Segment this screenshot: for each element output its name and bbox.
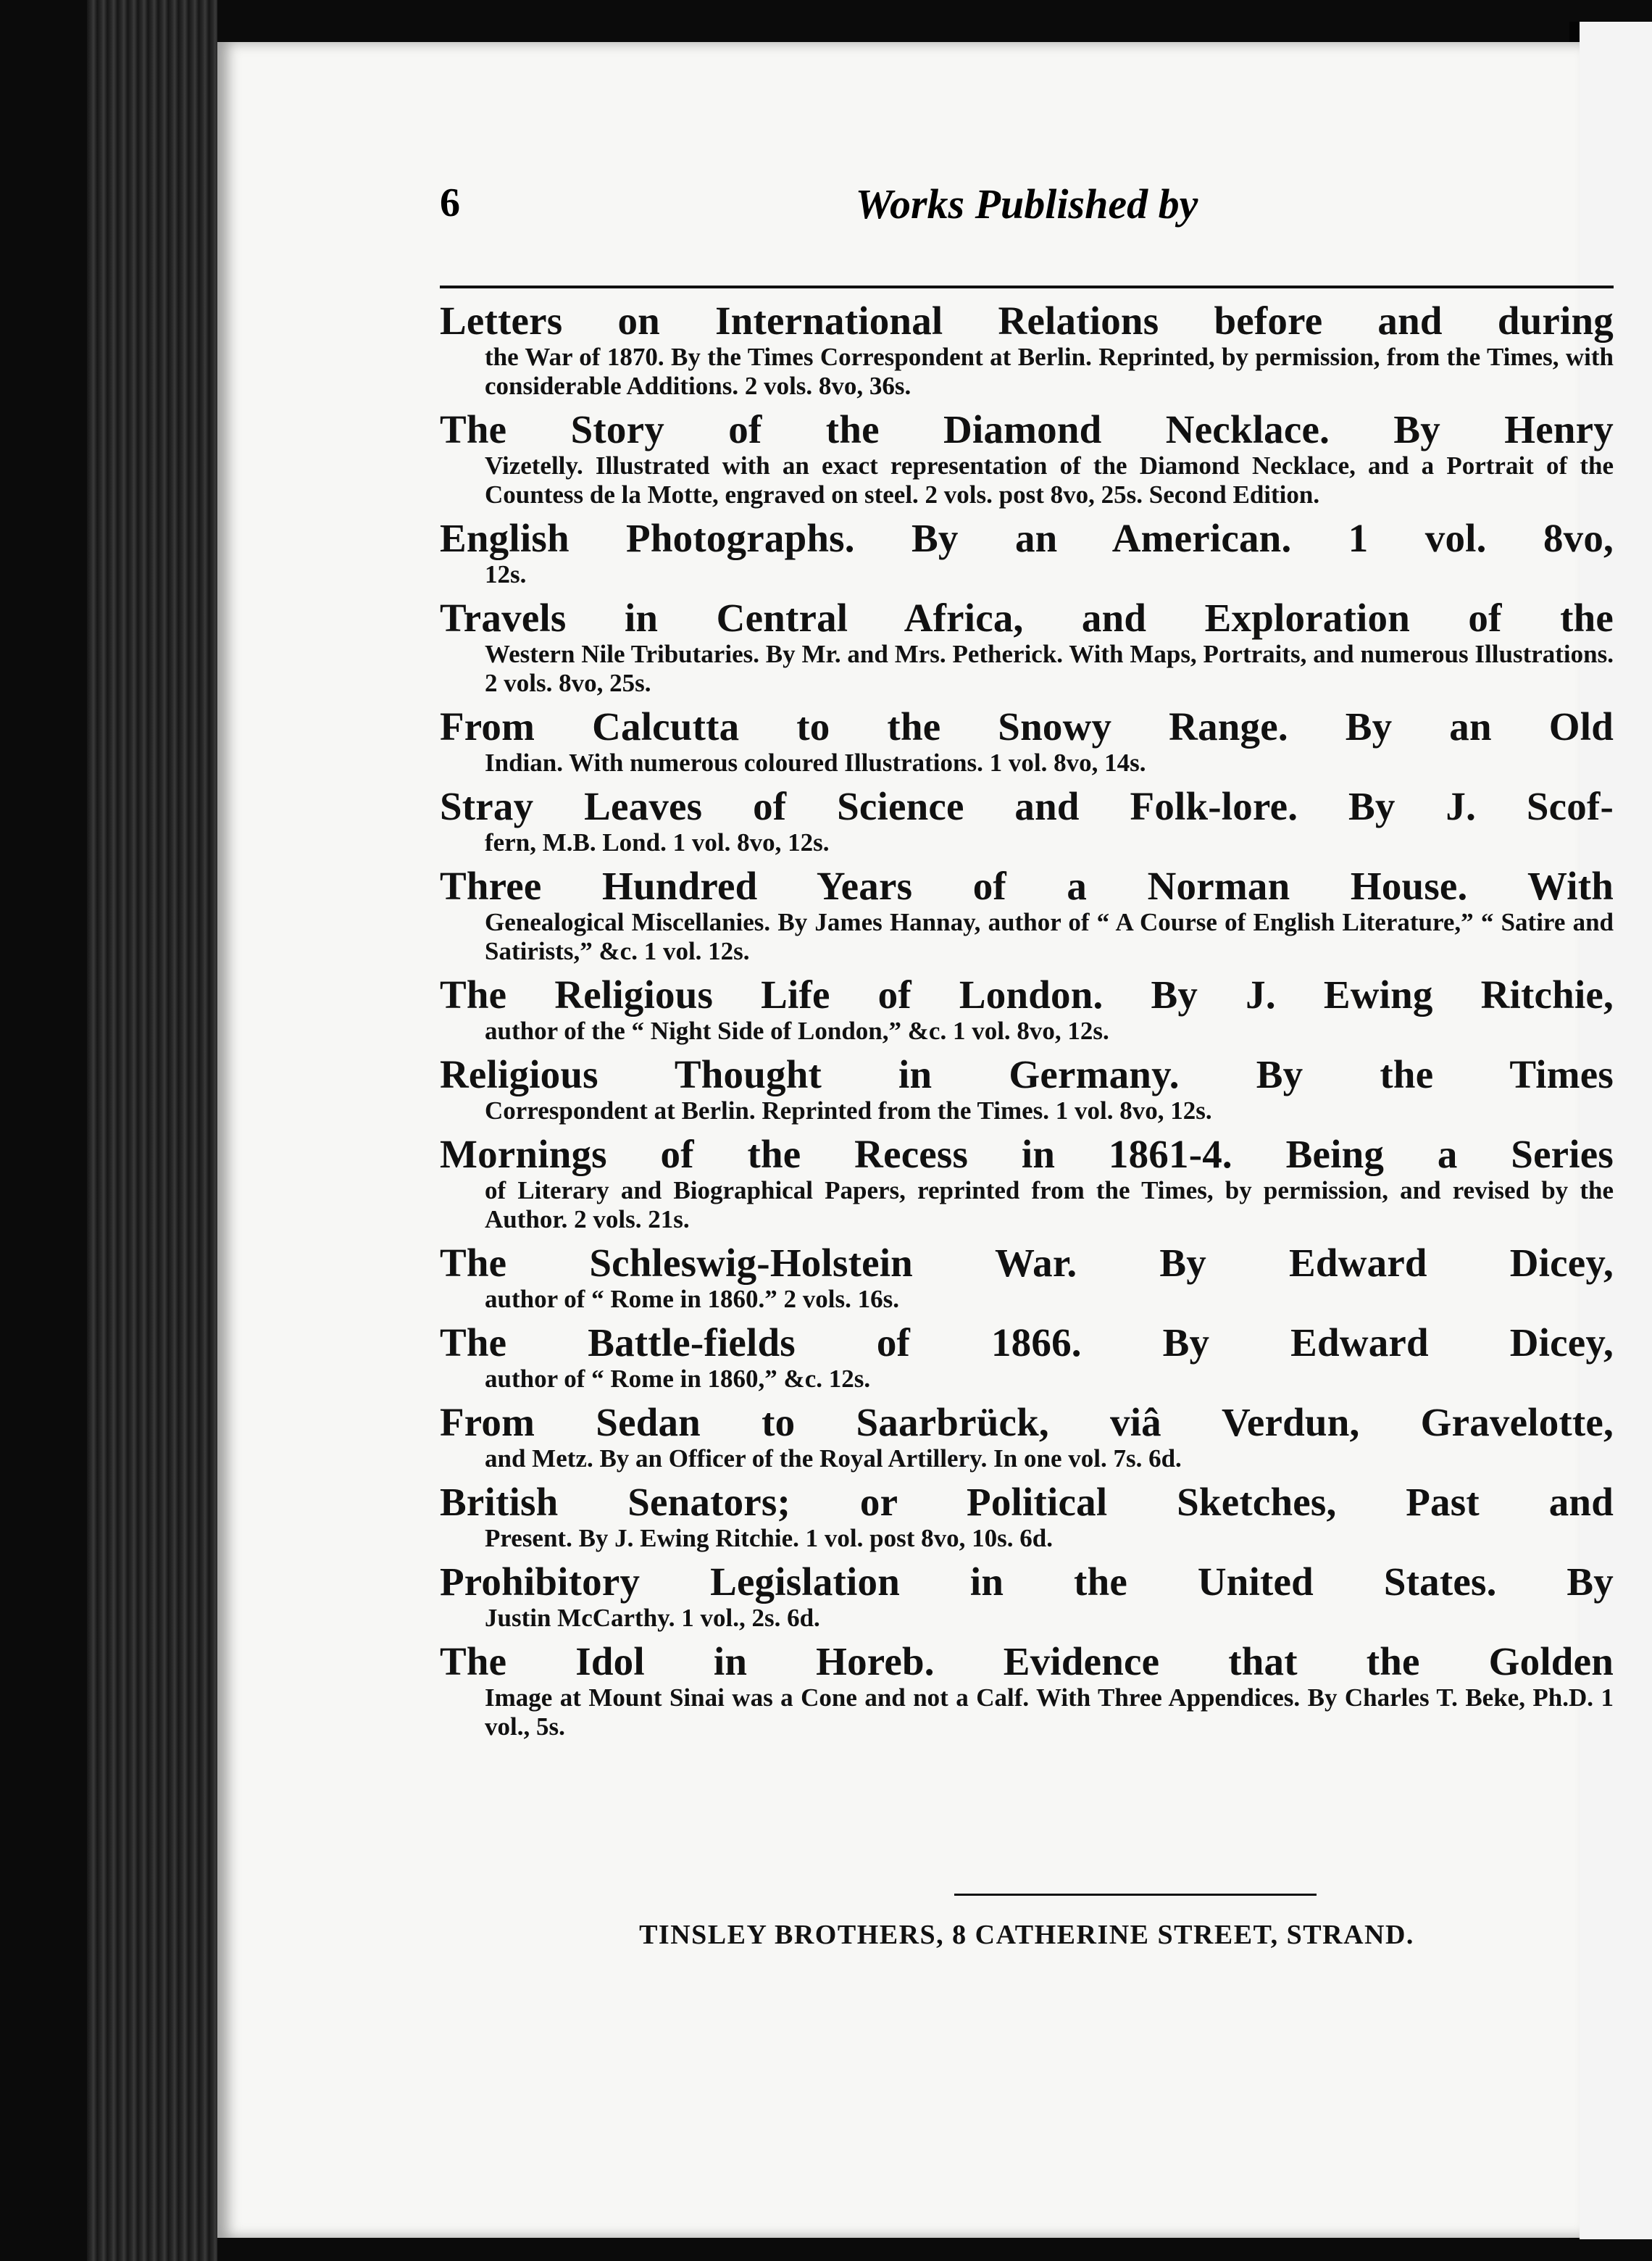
book-entry (440, 1640, 1614, 1741)
book-title: British Senators; or Political Sketches, Past and (440, 1480, 1614, 1524)
book-detail: Justin McCarthy. 1 vol., 2s. 6d. (485, 1604, 820, 1632)
publisher-footer: TINSLEY BROTHERS, 8 CATHERINE STREET, STRAND. (639, 1920, 1414, 1950)
book-entry (440, 408, 1614, 509)
book-detail: and Metz. By an Officer of the Royal Artillery. In one vol. 7s. 6d. (485, 1444, 1182, 1473)
book-entry (440, 1133, 1614, 1234)
book-page (217, 42, 1614, 2238)
book-entry (440, 705, 1614, 778)
book-detail: Indian. With numerous coloured Illustrations. 1 vol. 8vo, 14s. (485, 749, 1146, 777)
book-title: Religious Thought in Germany. By the Times (440, 1052, 1614, 1096)
book-detail: 12s. (485, 560, 527, 588)
book-detail: the War of 1870. By the Times Correspondent at Berlin. Reprinted, by permission, from the Times, with considerable Additions. 2 vols. 8vo, 36s. (485, 343, 1614, 400)
book-title: The Battle-fields of 1866. By Edward Dicey, (440, 1320, 1614, 1365)
book-entry (440, 1401, 1614, 1473)
book-entry (440, 517, 1614, 589)
header-rule (440, 286, 1614, 288)
book-title: Prohibitory Legislation in the United States. By (440, 1560, 1614, 1604)
book-title: Three Hundred Years of a Norman House. With (440, 864, 1614, 908)
book-entry (440, 865, 1614, 966)
book-entry (440, 299, 1614, 401)
book-entry (440, 1053, 1614, 1125)
book-title: Letters on International Relations before and during (440, 299, 1614, 343)
book-detail: Western Nile Tributaries. By Mr. and Mrs. Petherick. With Maps, Portraits, and numerous Illustrations. 2 vols. 8vo, 25s. (485, 640, 1614, 697)
running-title: Works Published by (855, 180, 1198, 228)
book-title: The Story of the Diamond Necklace. By Henry (440, 407, 1614, 451)
book-entry (440, 785, 1614, 857)
page-number: 6 (440, 180, 460, 225)
book-entry (440, 1241, 1614, 1314)
book-detail: fern, M.B. Lond. 1 vol. 8vo, 12s. (485, 828, 830, 857)
book-detail: author of “ Rome in 1860.” 2 vols. 16s. (485, 1285, 900, 1313)
book-title: The Religious Life of London. By J. Ewing Ritchie, (440, 973, 1614, 1017)
book-entry (440, 973, 1614, 1046)
book-detail: author of the “ Night Side of London,” &c. 1 vol. 8vo, 12s. (485, 1017, 1109, 1045)
book-entry (440, 596, 1614, 698)
book-title: Stray Leaves of Science and Folk-lore. By J. Scof- (440, 784, 1614, 828)
book-list (440, 299, 1614, 1749)
book-entry (440, 1481, 1614, 1553)
book-detail: Correspondent at Berlin. Reprinted from the Times. 1 vol. 8vo, 12s. (485, 1096, 1212, 1125)
book-entry (440, 1321, 1614, 1394)
page-header (440, 180, 1614, 259)
book-title: From Sedan to Saarbrück, viâ Verdun, Gravelotte, (440, 1400, 1614, 1444)
book-title: The Schleswig-Holstein War. By Edward Dicey, (440, 1241, 1614, 1285)
book-title: Travels in Central Africa, and Exploration of the (440, 596, 1614, 640)
book-detail: author of “ Rome in 1860,” &c. 12s. (485, 1365, 871, 1393)
book-detail: of Literary and Biographical Papers, reprinted from the Times, by permission, and revised by the Author. 2 vols. 21s. (485, 1176, 1614, 1233)
book-spine-edge (87, 0, 217, 2261)
book-title: Mornings of the Recess in 1861-4. Being a Series (440, 1132, 1614, 1176)
book-detail: Genealogical Miscellanies. By James Hannay, author of “ A Course of English Literature,” “ Satire and Satirists,” &c. 1 vol. 12s. (485, 908, 1614, 965)
book-detail: Present. By J. Ewing Ritchie. 1 vol. post 8vo, 10s. 6d. (485, 1524, 1053, 1552)
book-detail: Image at Mount Sinai was a Cone and not a Calf. With Three Appendices. By Charles T. Beke, Ph.D. 1 vol., 5s. (485, 1683, 1614, 1741)
book-title: From Calcutta to the Snowy Range. By an Old (440, 704, 1614, 749)
footer-rule (954, 1894, 1317, 1896)
book-detail: Vizetelly. Illustrated with an exact representation of the Diamond Necklace, and a Portrait of the Countess de la Motte, engraved on steel. 2 vols. post 8vo, 25s. Second Edition. (485, 451, 1614, 509)
book-title: The Idol in Horeb. Evidence that the Golden (440, 1639, 1614, 1683)
book-entry (440, 1560, 1614, 1633)
book-title: English Photographs. By an American. 1 vol. 8vo, (440, 516, 1614, 560)
